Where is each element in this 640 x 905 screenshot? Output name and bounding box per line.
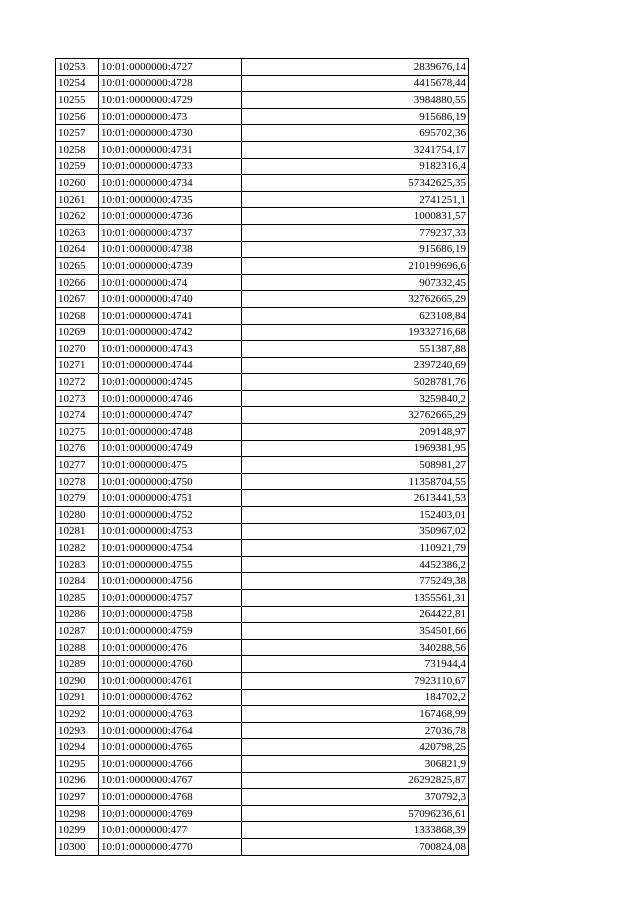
row-number-cell: 10300 bbox=[56, 838, 99, 855]
row-number-cell: 10273 bbox=[56, 390, 99, 407]
row-number-cell: 10278 bbox=[56, 473, 99, 490]
row-number-cell: 10288 bbox=[56, 639, 99, 656]
table-row bbox=[56, 241, 469, 258]
cadastral-value-cell: 508981,27 bbox=[242, 457, 469, 474]
row-number-cell: 10298 bbox=[56, 805, 99, 822]
table-row bbox=[56, 59, 469, 76]
row-number-cell: 10282 bbox=[56, 540, 99, 557]
table-row bbox=[56, 706, 469, 723]
table-row bbox=[56, 540, 469, 557]
cadastral-number-cell: 10:01:0000000:4738 bbox=[99, 241, 242, 258]
table-row bbox=[56, 590, 469, 607]
row-number-cell: 10262 bbox=[56, 208, 99, 225]
row-number-cell: 10257 bbox=[56, 125, 99, 142]
cadastral-value-cell: 2397240,69 bbox=[242, 357, 469, 374]
cadastral-number-cell: 10:01:0000000:4754 bbox=[99, 540, 242, 557]
row-number-cell: 10263 bbox=[56, 224, 99, 241]
cadastral-value-cell: 350967,02 bbox=[242, 523, 469, 540]
row-number-cell: 10266 bbox=[56, 274, 99, 291]
table-row bbox=[56, 75, 469, 92]
cadastral-number-cell: 10:01:0000000:4768 bbox=[99, 789, 242, 806]
cadastral-value-cell: 306821,9 bbox=[242, 755, 469, 772]
cadastral-value-cell: 3241754,17 bbox=[242, 141, 469, 158]
cadastral-value-cell: 695702,36 bbox=[242, 125, 469, 142]
cadastral-value-cell: 2741251,1 bbox=[242, 191, 469, 208]
row-number-cell: 10274 bbox=[56, 407, 99, 424]
cadastral-value-cell: 420798,25 bbox=[242, 739, 469, 756]
row-number-cell: 10291 bbox=[56, 689, 99, 706]
cadastral-number-cell: 10:01:0000000:4737 bbox=[99, 224, 242, 241]
table-row bbox=[56, 274, 469, 291]
cadastral-number-cell: 10:01:0000000:474 bbox=[99, 274, 242, 291]
cadastral-value-cell: 4415678,44 bbox=[242, 75, 469, 92]
cadastral-number-cell: 10:01:0000000:476 bbox=[99, 639, 242, 656]
row-number-cell: 10289 bbox=[56, 656, 99, 673]
table-row bbox=[56, 822, 469, 839]
row-number-cell: 10279 bbox=[56, 490, 99, 507]
row-number-cell: 10293 bbox=[56, 722, 99, 739]
row-number-cell: 10264 bbox=[56, 241, 99, 258]
cadastral-number-cell: 10:01:0000000:4761 bbox=[99, 672, 242, 689]
cadastral-value-cell: 152403,01 bbox=[242, 507, 469, 524]
cadastral-number-cell: 10:01:0000000:4763 bbox=[99, 706, 242, 723]
cadastral-number-cell: 10:01:0000000:477 bbox=[99, 822, 242, 839]
row-number-cell: 10260 bbox=[56, 175, 99, 192]
row-number-cell: 10283 bbox=[56, 556, 99, 573]
cadastral-value-cell: 27036,78 bbox=[242, 722, 469, 739]
table-row bbox=[56, 507, 469, 524]
cadastral-value-cell: 5028781,76 bbox=[242, 374, 469, 391]
cadastral-number-cell: 10:01:0000000:4740 bbox=[99, 291, 242, 308]
cadastral-number-cell: 10:01:0000000:4762 bbox=[99, 689, 242, 706]
cadastral-number-cell: 10:01:0000000:4759 bbox=[99, 623, 242, 640]
cadastral-value-cell: 1969381,95 bbox=[242, 440, 469, 457]
table-row bbox=[56, 606, 469, 623]
table-row bbox=[56, 390, 469, 407]
cadastral-number-cell: 10:01:0000000:4741 bbox=[99, 307, 242, 324]
cadastral-value-cell: 915686,19 bbox=[242, 241, 469, 258]
table-row bbox=[56, 755, 469, 772]
row-number-cell: 10255 bbox=[56, 92, 99, 109]
table-body bbox=[56, 59, 469, 856]
table-row bbox=[56, 141, 469, 158]
row-number-cell: 10277 bbox=[56, 457, 99, 474]
cadastral-value-cell: 3984880,55 bbox=[242, 92, 469, 109]
row-number-cell: 10268 bbox=[56, 307, 99, 324]
cadastral-number-cell: 10:01:0000000:4749 bbox=[99, 440, 242, 457]
cadastral-value-cell: 57096236,61 bbox=[242, 805, 469, 822]
cadastral-value-cell: 11358704,55 bbox=[242, 473, 469, 490]
row-number-cell: 10270 bbox=[56, 341, 99, 358]
row-number-cell: 10265 bbox=[56, 258, 99, 275]
table-row bbox=[56, 407, 469, 424]
table-row bbox=[56, 639, 469, 656]
cadastral-value-cell: 731944,4 bbox=[242, 656, 469, 673]
cadastral-number-cell: 10:01:0000000:4750 bbox=[99, 473, 242, 490]
row-number-cell: 10292 bbox=[56, 706, 99, 723]
cadastral-value-cell: 26292825,87 bbox=[242, 772, 469, 789]
cadastral-value-cell: 700824,08 bbox=[242, 838, 469, 855]
row-number-cell: 10294 bbox=[56, 739, 99, 756]
table-row bbox=[56, 805, 469, 822]
table-row bbox=[56, 224, 469, 241]
table-row bbox=[56, 490, 469, 507]
row-number-cell: 10259 bbox=[56, 158, 99, 175]
cadastral-number-cell: 10:01:0000000:4734 bbox=[99, 175, 242, 192]
table-row bbox=[56, 307, 469, 324]
cadastral-value-cell: 4452386,2 bbox=[242, 556, 469, 573]
cadastral-number-cell: 10:01:0000000:4731 bbox=[99, 141, 242, 158]
row-number-cell: 10297 bbox=[56, 789, 99, 806]
cadastral-value-cell: 19332716,68 bbox=[242, 324, 469, 341]
table-row bbox=[56, 722, 469, 739]
cadastral-value-cell: 340288,56 bbox=[242, 639, 469, 656]
cadastral-value-cell: 2839676,14 bbox=[242, 59, 469, 76]
cadastral-value-cell: 9182316,4 bbox=[242, 158, 469, 175]
row-number-cell: 10253 bbox=[56, 59, 99, 76]
cadastral-value-cell: 110921,79 bbox=[242, 540, 469, 557]
table-row bbox=[56, 92, 469, 109]
row-number-cell: 10286 bbox=[56, 606, 99, 623]
table-row bbox=[56, 457, 469, 474]
cadastral-value-cell: 57342625,35 bbox=[242, 175, 469, 192]
table-row bbox=[56, 523, 469, 540]
cadastral-number-cell: 10:01:0000000:4760 bbox=[99, 656, 242, 673]
cadastral-number-cell: 10:01:0000000:4756 bbox=[99, 573, 242, 590]
cadastral-value-cell: 1333868,39 bbox=[242, 822, 469, 839]
row-number-cell: 10290 bbox=[56, 672, 99, 689]
cadastral-number-cell: 10:01:0000000:4755 bbox=[99, 556, 242, 573]
cadastral-number-cell: 10:01:0000000:4743 bbox=[99, 341, 242, 358]
cadastral-value-cell: 551387,88 bbox=[242, 341, 469, 358]
table-row bbox=[56, 672, 469, 689]
table-row bbox=[56, 623, 469, 640]
table-row bbox=[56, 341, 469, 358]
row-number-cell: 10267 bbox=[56, 291, 99, 308]
cadastral-number-cell: 10:01:0000000:4764 bbox=[99, 722, 242, 739]
table-row bbox=[56, 258, 469, 275]
cadastral-number-cell: 10:01:0000000:4751 bbox=[99, 490, 242, 507]
cadastral-number-cell: 10:01:0000000:473 bbox=[99, 108, 242, 125]
row-number-cell: 10299 bbox=[56, 822, 99, 839]
cadastral-value-cell: 354501,66 bbox=[242, 623, 469, 640]
cadastral-number-cell: 10:01:0000000:475 bbox=[99, 457, 242, 474]
table-row bbox=[56, 208, 469, 225]
table-row bbox=[56, 374, 469, 391]
table-row bbox=[56, 324, 469, 341]
row-number-cell: 10284 bbox=[56, 573, 99, 590]
cadastral-value-cell: 623108,84 bbox=[242, 307, 469, 324]
table-row bbox=[56, 108, 469, 125]
cadastral-number-cell: 10:01:0000000:4770 bbox=[99, 838, 242, 855]
cadastral-number-cell: 10:01:0000000:4736 bbox=[99, 208, 242, 225]
cadastral-number-cell: 10:01:0000000:4727 bbox=[99, 59, 242, 76]
cadastral-number-cell: 10:01:0000000:4733 bbox=[99, 158, 242, 175]
table-row bbox=[56, 175, 469, 192]
cadastral-value-cell: 1355561,31 bbox=[242, 590, 469, 607]
table-row bbox=[56, 424, 469, 441]
cadastral-number-cell: 10:01:0000000:4747 bbox=[99, 407, 242, 424]
cadastral-number-cell: 10:01:0000000:4769 bbox=[99, 805, 242, 822]
row-number-cell: 10285 bbox=[56, 590, 99, 607]
cadastral-number-cell: 10:01:0000000:4735 bbox=[99, 191, 242, 208]
cadastral-number-cell: 10:01:0000000:4744 bbox=[99, 357, 242, 374]
row-number-cell: 10272 bbox=[56, 374, 99, 391]
row-number-cell: 10269 bbox=[56, 324, 99, 341]
table-row bbox=[56, 772, 469, 789]
row-number-cell: 10276 bbox=[56, 440, 99, 457]
table-row bbox=[56, 689, 469, 706]
cadastral-number-cell: 10:01:0000000:4748 bbox=[99, 424, 242, 441]
cadastral-number-cell: 10:01:0000000:4766 bbox=[99, 755, 242, 772]
table-row bbox=[56, 473, 469, 490]
cadastral-number-cell: 10:01:0000000:4758 bbox=[99, 606, 242, 623]
row-number-cell: 10258 bbox=[56, 141, 99, 158]
table-row bbox=[56, 556, 469, 573]
row-number-cell: 10275 bbox=[56, 424, 99, 441]
cadastral-number-cell: 10:01:0000000:4752 bbox=[99, 507, 242, 524]
table-row bbox=[56, 789, 469, 806]
row-number-cell: 10280 bbox=[56, 507, 99, 524]
cadastral-value-cell: 1000831,57 bbox=[242, 208, 469, 225]
cadastral-value-table bbox=[55, 58, 469, 856]
cadastral-number-cell: 10:01:0000000:4745 bbox=[99, 374, 242, 391]
table-row bbox=[56, 357, 469, 374]
table-row bbox=[56, 440, 469, 457]
cadastral-value-cell: 32762665,29 bbox=[242, 407, 469, 424]
cadastral-number-cell: 10:01:0000000:4739 bbox=[99, 258, 242, 275]
table-row bbox=[56, 573, 469, 590]
cadastral-number-cell: 10:01:0000000:4730 bbox=[99, 125, 242, 142]
cadastral-value-cell: 167468,99 bbox=[242, 706, 469, 723]
row-number-cell: 10281 bbox=[56, 523, 99, 540]
cadastral-number-cell: 10:01:0000000:4767 bbox=[99, 772, 242, 789]
cadastral-value-cell: 7923110,67 bbox=[242, 672, 469, 689]
cadastral-value-cell: 32762665,29 bbox=[242, 291, 469, 308]
cadastral-value-cell: 184702,2 bbox=[242, 689, 469, 706]
table-row bbox=[56, 158, 469, 175]
cadastral-value-cell: 779237,33 bbox=[242, 224, 469, 241]
table-row bbox=[56, 125, 469, 142]
table-row bbox=[56, 291, 469, 308]
cadastral-value-cell: 264422,81 bbox=[242, 606, 469, 623]
cadastral-value-cell: 3259840,2 bbox=[242, 390, 469, 407]
cadastral-value-cell: 2613441,53 bbox=[242, 490, 469, 507]
cadastral-number-cell: 10:01:0000000:4729 bbox=[99, 92, 242, 109]
cadastral-value-cell: 370792,3 bbox=[242, 789, 469, 806]
row-number-cell: 10295 bbox=[56, 755, 99, 772]
cadastral-value-cell: 209148,97 bbox=[242, 424, 469, 441]
row-number-cell: 10287 bbox=[56, 623, 99, 640]
cadastral-number-cell: 10:01:0000000:4746 bbox=[99, 390, 242, 407]
cadastral-value-cell: 915686,19 bbox=[242, 108, 469, 125]
cadastral-number-cell: 10:01:0000000:4742 bbox=[99, 324, 242, 341]
row-number-cell: 10261 bbox=[56, 191, 99, 208]
table-row bbox=[56, 191, 469, 208]
cadastral-value-cell: 210199696,6 bbox=[242, 258, 469, 275]
cadastral-value-cell: 907332,45 bbox=[242, 274, 469, 291]
row-number-cell: 10296 bbox=[56, 772, 99, 789]
row-number-cell: 10271 bbox=[56, 357, 99, 374]
cadastral-number-cell: 10:01:0000000:4753 bbox=[99, 523, 242, 540]
cadastral-number-cell: 10:01:0000000:4765 bbox=[99, 739, 242, 756]
row-number-cell: 10254 bbox=[56, 75, 99, 92]
cadastral-value-cell: 775249,38 bbox=[242, 573, 469, 590]
cadastral-number-cell: 10:01:0000000:4757 bbox=[99, 590, 242, 607]
table-row bbox=[56, 838, 469, 855]
row-number-cell: 10256 bbox=[56, 108, 99, 125]
table-row bbox=[56, 739, 469, 756]
cadastral-number-cell: 10:01:0000000:4728 bbox=[99, 75, 242, 92]
table-row bbox=[56, 656, 469, 673]
